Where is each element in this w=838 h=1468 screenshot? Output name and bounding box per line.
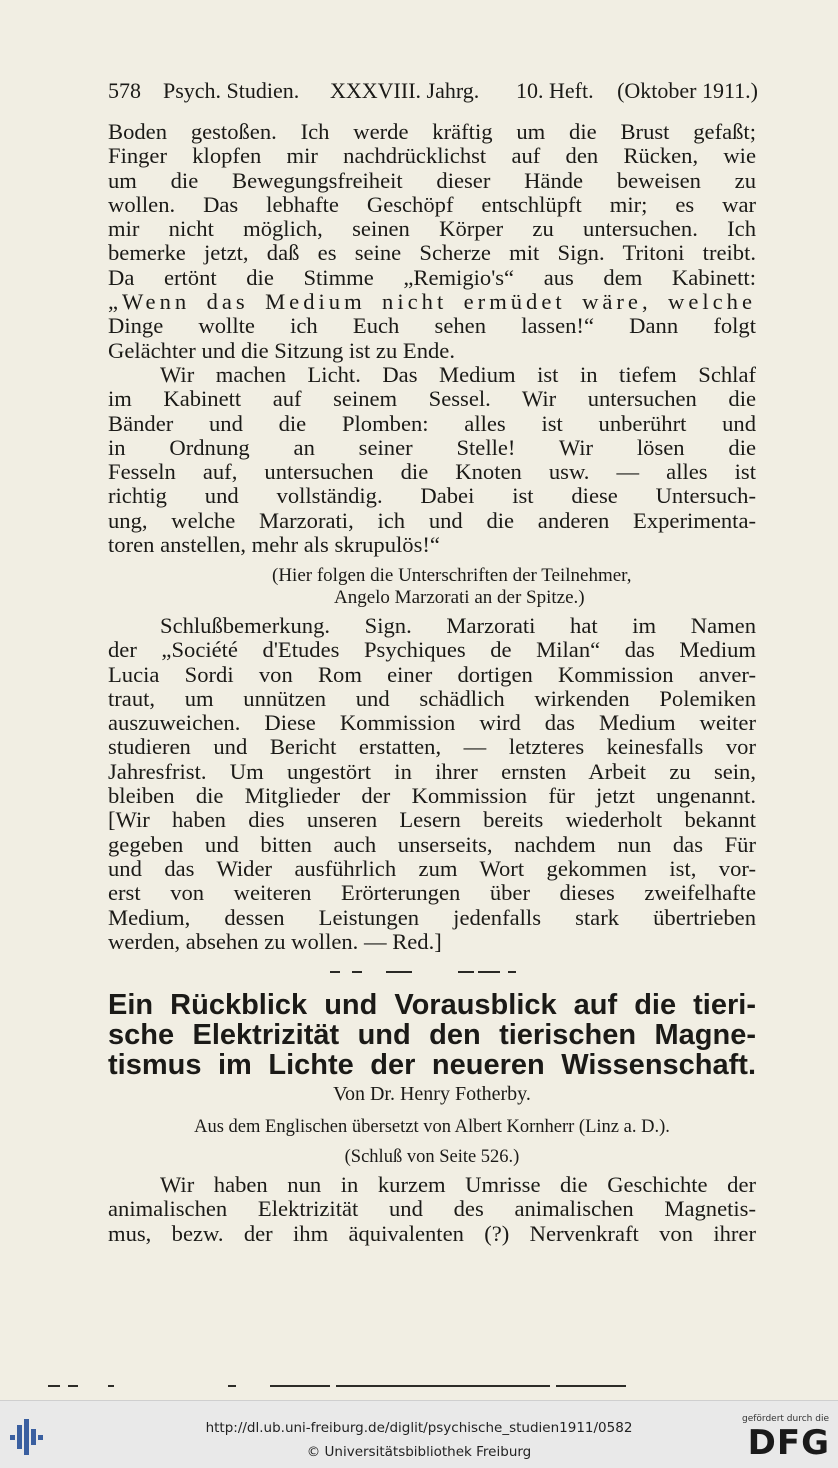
text-line: [Wir haben dies unseren Lesern bereits wiederholt bekannt bbox=[108, 808, 756, 833]
text-line: gegeben und bitten auch unserseits, nachdem nun das Für bbox=[108, 832, 756, 857]
text-line: Lucia Sordi von Rom einer dortigen Kommission anver- bbox=[108, 662, 756, 687]
author-byline: Von Dr. Henry Fotherby. bbox=[333, 1083, 531, 1105]
title-line: Ein Rückblick und Vorausblick auf die tieri- bbox=[108, 990, 756, 1020]
text-line: Dinge wollte ich Euch sehen lassen!“ Dann folgt bbox=[108, 314, 756, 339]
text-line: traut, um unnützen und schädlich wirkenden Polemiken bbox=[108, 686, 756, 711]
text-line: um die Bewegungsfreiheit dieser Hände beweisen zu bbox=[108, 168, 756, 193]
text-line: Boden gestoßen. Ich werde kräftig um die Brust gefaßt; bbox=[108, 120, 756, 144]
dfg-logo-icon[interactable]: DFG bbox=[747, 1423, 830, 1463]
text-line: der „Société d'Etudes Psychiques de Milan“ das Medium bbox=[108, 638, 756, 663]
text-line: bleiben die Mitglieder der Kommission für jetzt ungenannt. bbox=[108, 784, 756, 809]
scan-rule bbox=[270, 1385, 330, 1387]
signature-note bbox=[108, 565, 756, 609]
issue-date: (Oktober 1911.) bbox=[617, 78, 758, 103]
viewer-footer bbox=[0, 1400, 838, 1468]
text-line: im Kabinett auf seinem Sessel. Wir untersuchen die bbox=[108, 387, 756, 412]
text-line: in Ordnung an seiner Stelle! Wir lösen die bbox=[108, 435, 756, 460]
text-line: wollen. Das lebhafte Geschöpf entschlüpft mir; es war bbox=[108, 192, 756, 217]
text-line: Wir machen Licht. Das Medium ist in tiefem Schlaf bbox=[160, 362, 756, 387]
text-line: richtig und vollständig. Dabei ist diese Untersuch- bbox=[108, 484, 756, 509]
volume-label: XXXVIII. Jahrg. bbox=[330, 78, 480, 103]
section-divider bbox=[330, 968, 540, 974]
text-line: Jahresfrist. Um ungestört in ihrer ernsten Arbeit zu sein, bbox=[108, 759, 756, 784]
translator-credit: Aus dem Englischen übersetzt von Albert Kornherr (Linz a. D.). bbox=[194, 1117, 670, 1137]
text-line: Schlußbemerkung. Sign. Marzorati hat im Namen bbox=[160, 614, 756, 638]
continuation-note: (Schluß von Seite 526.) bbox=[344, 1147, 520, 1167]
signature-line: Angelo Marzorati an der Spitze.) bbox=[334, 587, 585, 608]
text-line: erst von weiteren Erörterungen über dieses zweifelhafte bbox=[108, 881, 756, 906]
text-line: Medium, dessen Leistungen jedenfalls stark übertrieben bbox=[108, 905, 756, 930]
report-text bbox=[108, 120, 756, 557]
issue-label: 10. Heft. bbox=[516, 78, 594, 103]
title-line: sche Elektrizität und den tierischen Magne- bbox=[108, 1020, 756, 1050]
text-line: Da ertönt die Stimme „Remigio's“ aus dem Kabinett: bbox=[108, 265, 756, 290]
title-line: tismus im Lichte der neueren Wissenschaft. bbox=[108, 1050, 756, 1080]
closing-remark bbox=[108, 614, 756, 954]
text-line: Fesseln auf, untersuchen die Knoten usw. — alles ist bbox=[108, 460, 756, 485]
text-line: toren anstellen, mehr als skrupulös!“ bbox=[108, 533, 440, 558]
text-line: studieren und Bericht erstatten, — letzteres keinesfalls vor bbox=[108, 735, 756, 760]
journal-title: Psych. Studien. bbox=[163, 78, 300, 103]
text-line: animalischen Elektrizität und des animalischen Magnetis- bbox=[108, 1197, 756, 1222]
text-line: Gelächter und die Sitzung ist zu Ende. bbox=[108, 338, 455, 363]
text-line: ung, welche Marzorati, ich und die anderen Experimenta- bbox=[108, 508, 756, 533]
scan-rule bbox=[68, 1385, 78, 1387]
copyright-notice: © Universitätsbibliothek Freiburg bbox=[306, 1444, 532, 1460]
text-line: Wir haben nun in kurzem Umrisse die Geschichte der bbox=[160, 1173, 756, 1197]
scan-rule bbox=[108, 1385, 114, 1387]
page-number: 578 bbox=[108, 78, 141, 103]
scan-rule bbox=[228, 1385, 236, 1387]
text-line: „Wenn das Medium nicht ermüdet wäre, welche bbox=[108, 290, 756, 315]
funder-caption: gefördert durch die bbox=[742, 1414, 829, 1424]
scan-rule bbox=[48, 1385, 60, 1387]
permalink-link[interactable]: http://dl.ub.uni-freiburg.de/diglit/psychische_studien1911/0582 bbox=[205, 1420, 633, 1436]
text-line: mir nicht möglich, seinen Körper zu untersuchen. Ich bbox=[108, 217, 756, 242]
text-line: und das Wider ausführlich zum Wort gekommen ist, vor- bbox=[108, 856, 756, 881]
text-line: mus, bezw. der ihm äquivalenten (?) Nervenkraft von ihrer bbox=[108, 1221, 756, 1246]
article-text bbox=[108, 1173, 756, 1246]
signature-line: (Hier folgen die Unterschriften der Teilnehmer, bbox=[272, 565, 632, 586]
text-line: Bänder und die Plomben: alles ist unberührt und bbox=[108, 411, 756, 436]
article-title bbox=[108, 990, 756, 1080]
scan-rule bbox=[336, 1385, 550, 1387]
text-line: Finger klopfen mir nachdrücklichst auf den Rücken, wie bbox=[108, 144, 756, 169]
text-line: bemerke jetzt, daß es seine Scherze mit Sign. Tritoni treibt. bbox=[108, 241, 756, 266]
text-line: werden, absehen zu wollen. — Red.] bbox=[108, 929, 442, 954]
scan-rule bbox=[556, 1385, 626, 1387]
text-line: auszuweichen. Diese Kommission wird das Medium weiter bbox=[108, 711, 756, 736]
